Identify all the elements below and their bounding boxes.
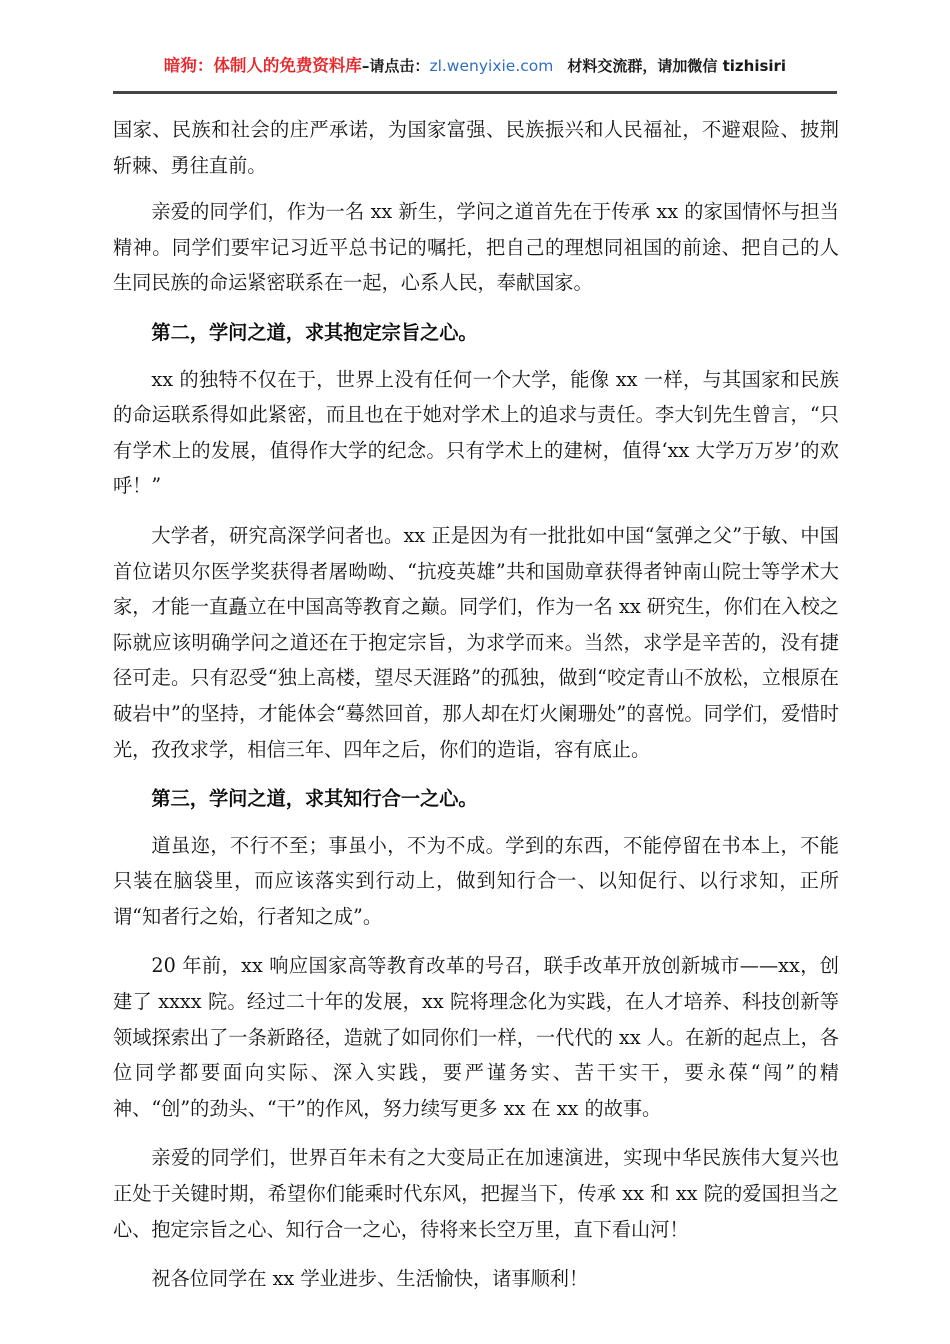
header-divider-rule <box>113 91 837 94</box>
paragraph-spacer <box>113 934 839 948</box>
paragraph-closing-wish: 祝各位同学在 xx 学业进步、生活愉快，诸事顺利！ <box>151 1267 589 1291</box>
promo-wechat-text: 材料交流群，请加微信 tizhisiri <box>567 57 787 75</box>
section-heading-three: 第三，学问之道，求其知行合一之心。 <box>151 787 478 811</box>
paragraph-spacer <box>113 1126 839 1140</box>
promo-header-banner <box>0 58 950 75</box>
promo-website-link[interactable]: zl.wenyixie.com <box>429 57 554 75</box>
paragraph-spacer <box>113 351 839 362</box>
paragraph-continuation: 国家、民族和社会的庄严承诺，为国家富强、民族振兴和人民福祉，不避艰险、披荆斩棘、勇往直前。 <box>113 118 839 177</box>
document-body <box>113 112 839 1297</box>
paragraph-spacer <box>113 767 839 781</box>
paragraph-section-three-b: 20 年前，xx 响应国家高等教育改革的号召，联手改革开放创新城市——xx，创建了 xxxx 院。经过二十年的发展，xx 院将理念化为实践，在人才培养、科技创新等领域探索出了一条新路径，造就了如同你们一样，一代代的 xx 人。在新的起点上，各位同学都要面向实际、深入实践，要严谨务实、苦干实干，要永葆“闯”的精神、“创”的劲头、“干”的作风，努力续写更多 xx 在 xx 的故事。 <box>113 954 839 1120</box>
paragraph-section-two-b: 大学者，研究高深学问者也。xx 正是因为有一批批如中国“氢弹之父”于敏、中国首位诺贝尔医学奖获得者屠呦呦、“抗疫英雄”共和国勋章获得者钟南山院士等学术大家，才能一直矗立在中国高等教育之巅。同学们，作为一名 xx 研究生，你们在入校之际就应该明确学问之道还在于抱定宗旨，为求学而来。当然，求学是辛苦的，没有捷径可走。只有忍受“独上高楼，望尽天涯路”的孤独，做到“咬定青山不放松，立根原在破岩中”的坚持，才能体会“蓦然回首，那人却在灯火阑珊处”的喜悦。同学们，爱惜时光，孜孜求学，相信三年、四年之后，你们的造诣，容有底止。 <box>113 523 839 761</box>
paragraph-spacer <box>113 301 839 315</box>
paragraph-closing-vision: 亲爱的同学们，世界百年未有之大变局正在加速演进，实现中华民族伟大复兴也正处于关键时期，希望你们能乘时代东风，把握当下，传承 xx 和 xx 院的爱国担当之心、抱定宗旨之心、知行合一之心，待将来长空万里，直下看山河！ <box>113 1146 839 1241</box>
section-heading-two: 第二，学问之道，求其抱定宗旨之心。 <box>151 320 478 344</box>
paragraph-spacer <box>113 817 839 828</box>
paragraph-section-three-a: 道虽迩，不行不至；事虽小，不为不成。学到的东西，不能停留在书本上，不能只装在脑袋里，而应该落实到行动上，做到知行合一、以知促行、以行求知，正所谓“知者行之始，行者知之成”。 <box>113 833 839 928</box>
paragraph-spacer <box>113 504 839 518</box>
paragraph-spacer <box>113 1247 839 1261</box>
paragraph-spacer <box>113 183 839 194</box>
paragraph-section-two-a: xx 的独特不仅在于，世界上没有任何一个大学，能像 xx 一样，与其国家和民族的命运联系得如此紧密，而且也在于她对学术上的追求与责任。李大钊先生曾言，“只有学术上的发展，值得作大学的纪念。只有学术上的建树，值得‘xx 大学万万岁’的欢呼！” <box>113 367 839 498</box>
paragraph-greeting-first: 亲爱的同学们，作为一名 xx 新生，学问之道首先在于传承 xx 的家国情怀与担当精神。同学们要牢记习近平总书记的嘱托，把自己的理想同祖国的前途、把自己的人生同民族的命运紧密联系在一起，心系人民，奉献国家。 <box>113 200 839 295</box>
promo-red-text: 暗狗：体制人的免费资料库 <box>163 56 362 75</box>
promo-separator-text: –请点击： <box>361 57 430 75</box>
